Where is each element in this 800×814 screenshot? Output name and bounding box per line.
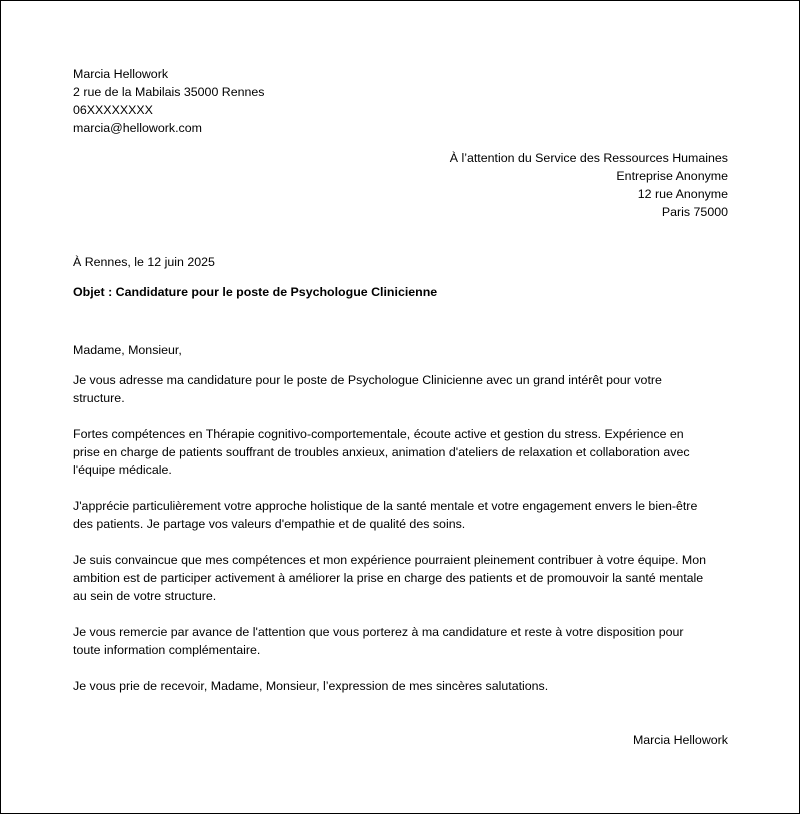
date-line bbox=[73, 253, 728, 271]
paragraph-3 bbox=[73, 497, 728, 533]
paragraph-line: au sein de votre structure. bbox=[73, 589, 217, 603]
greeting bbox=[73, 341, 728, 359]
recipient-block bbox=[73, 149, 728, 221]
recipient-city: Paris 75000 bbox=[661, 205, 728, 219]
paragraph-line: Je vous remercie par avance de l'attention que vous porterez à ma candidature et reste à votre disposition pour bbox=[73, 625, 684, 639]
paragraph-line: des patients. Je partage vos valeurs d'empathie et de qualité des soins. bbox=[73, 517, 466, 531]
date-text: À Rennes, le 12 juin 2025 bbox=[73, 255, 215, 269]
subject-text: Objet : Candidature pour le poste de Psychologue Clinicienne bbox=[73, 285, 438, 299]
recipient-street: 12 rue Anonyme bbox=[637, 187, 728, 201]
paragraph-line: ambition est de participer activement à améliorer la prise en charge des patients et de promouvoir la santé mentale bbox=[73, 571, 704, 585]
paragraph-line: Je vous prie de recevoir, Madame, Monsieur, l’expression de mes sincères salutations. bbox=[73, 679, 549, 693]
paragraph-1 bbox=[73, 371, 728, 407]
recipient-attention: À l’attention du Service des Ressources Humaines bbox=[449, 151, 728, 165]
sender-name: Marcia Hellowork bbox=[73, 67, 169, 81]
greeting-text: Madame, Monsieur, bbox=[73, 343, 182, 357]
signature-name: Marcia Hellowork bbox=[632, 733, 728, 747]
paragraph-line: structure. bbox=[73, 391, 125, 405]
paragraph-line: Fortes compétences en Thérapie cognitivo-comportementale, écoute active et gestion du stress. Expérience en bbox=[73, 427, 684, 441]
sender-address: 2 rue de la Mabilais 35000 Rennes bbox=[73, 85, 265, 99]
paragraph-5 bbox=[73, 623, 728, 659]
sender-email: marcia@hellowork.com bbox=[73, 121, 202, 135]
paragraph-4 bbox=[73, 551, 728, 605]
paragraph-line: J'apprécie particulièrement votre approche holistique de la santé mentale et votre engagement envers le bien-être bbox=[73, 499, 698, 513]
sender-phone: 06XXXXXXXX bbox=[73, 103, 153, 117]
paragraph-2 bbox=[73, 425, 728, 479]
paragraph-line: Je vous adresse ma candidature pour le poste de Psychologue Clinicienne avec un grand intérêt pour votre bbox=[73, 373, 662, 387]
paragraph-line: prise en charge de patients souffrant de troubles anxieux, animation d'ateliers de relaxation et collaboration avec bbox=[73, 445, 690, 459]
signature-block bbox=[73, 731, 728, 749]
paragraph-line: toute information complémentaire. bbox=[73, 643, 261, 657]
recipient-company: Entreprise Anonyme bbox=[616, 169, 728, 183]
paragraph-6 bbox=[73, 677, 728, 695]
paragraph-line: Je suis convaincue que mes compétences et mon expérience pourraient pleinement contribuer à votre équipe. Mon bbox=[73, 553, 706, 567]
subject-line bbox=[73, 283, 728, 301]
paragraph-line: l'équipe médicale. bbox=[73, 463, 172, 477]
sender-block bbox=[73, 65, 728, 137]
